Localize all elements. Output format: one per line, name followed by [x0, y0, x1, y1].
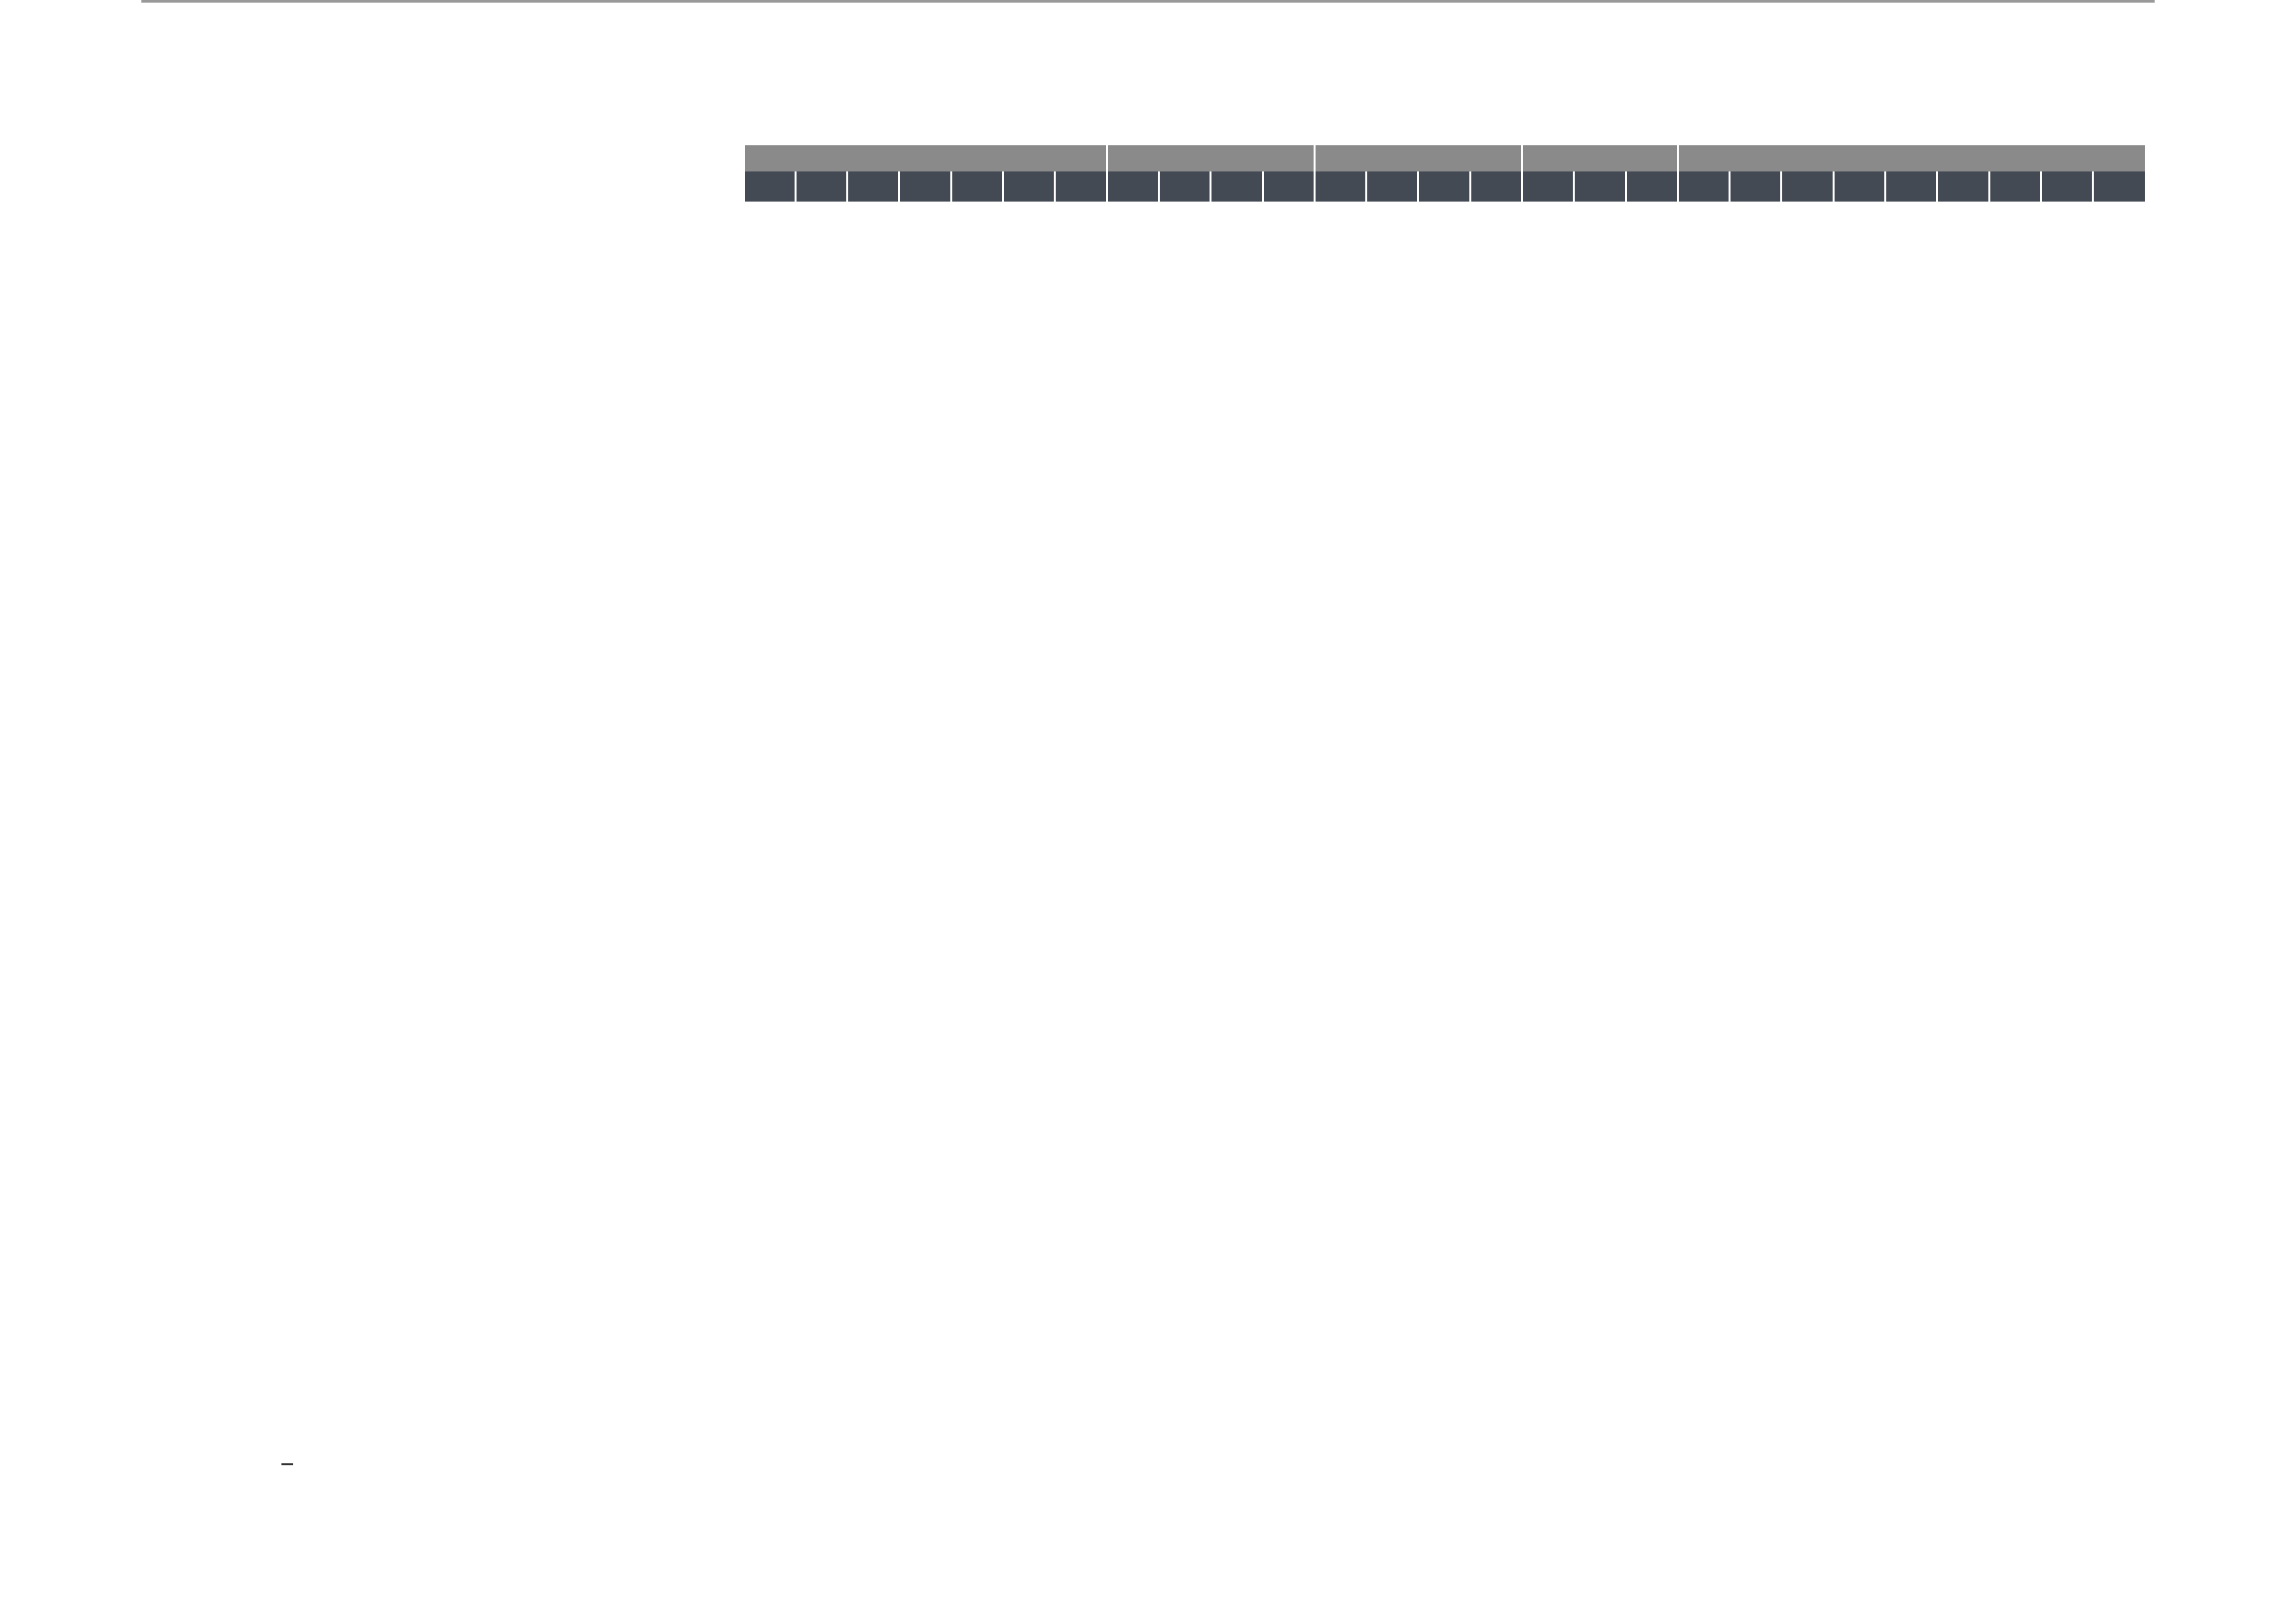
region-header — [1522, 145, 1678, 171]
state-header — [795, 171, 847, 202]
state-header — [1937, 171, 1989, 202]
state-header — [951, 171, 1003, 202]
legend-item-nao — [281, 1463, 301, 1465]
state-header — [1730, 171, 1782, 202]
region-header — [744, 145, 1107, 171]
state-header — [1833, 171, 1885, 202]
dash-icon — [281, 1463, 293, 1465]
state-header — [1107, 171, 1158, 202]
state-header — [1055, 171, 1107, 202]
state-header — [2041, 171, 2092, 202]
region-header — [1107, 145, 1314, 171]
state-header — [1003, 171, 1054, 202]
region-header — [1677, 145, 2145, 171]
state-header — [1314, 171, 1366, 202]
state-header — [1886, 171, 1937, 202]
region-header — [1314, 145, 1522, 171]
state-header — [1367, 171, 1418, 202]
legend — [141, 1427, 2155, 1558]
state-header — [1677, 171, 1729, 202]
state-header — [1522, 171, 1574, 202]
state-header — [1211, 171, 1263, 202]
state-header — [899, 171, 951, 202]
state-header — [1418, 171, 1470, 202]
state-header — [1989, 171, 2041, 202]
regulation-table — [141, 145, 2145, 202]
region-header-row — [141, 145, 2145, 171]
state-header — [1782, 171, 1833, 202]
state-header — [1158, 171, 1210, 202]
state-header — [2093, 171, 2145, 202]
state-header — [1470, 171, 1522, 202]
table-bottom-rule — [141, 0, 2155, 3]
state-header-row — [141, 171, 2145, 202]
state-header — [848, 171, 899, 202]
state-header — [1574, 171, 1626, 202]
state-header — [1626, 171, 1677, 202]
state-header — [1263, 171, 1314, 202]
state-header — [744, 171, 795, 202]
